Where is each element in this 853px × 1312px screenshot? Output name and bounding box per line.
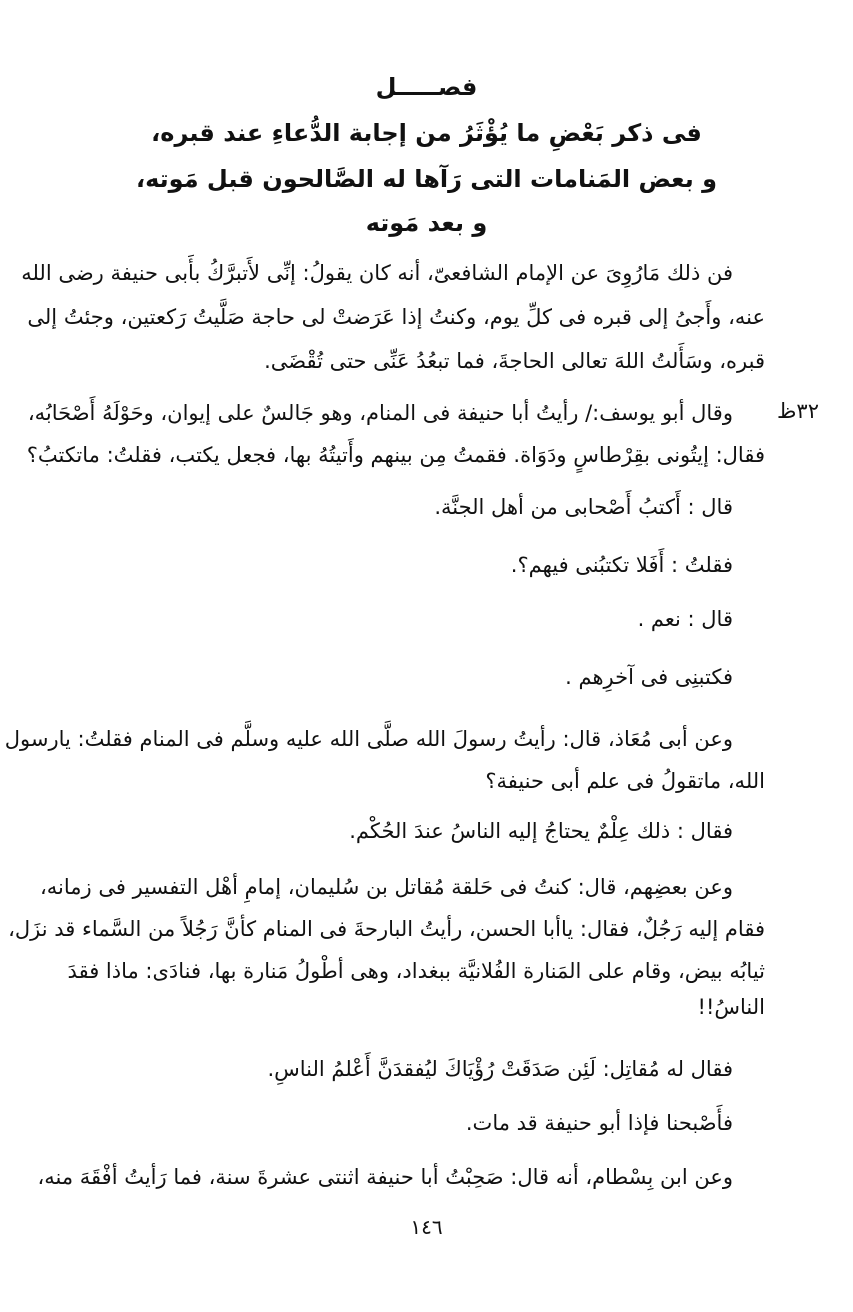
body-line: فأَصْبحنا فإذا أبو حنيفة قد مات. bbox=[465, 1111, 733, 1135]
body-line: وعن ابن بِسْطام، أنه قال: صَحِبْتُ أبا حنيفة اثنتى عشرةَ سنة، فما رَأيتُ أفْقَهَ منه، bbox=[37, 1165, 733, 1189]
body-line: الله، ماتقولُ فى علم أبى حنيفة؟ bbox=[485, 769, 765, 793]
body-line: فكتبنِى فى آخرِهم . bbox=[565, 665, 733, 689]
body-line: عنه، وأَجىُ إلى قبره فى كلِّ يوم، وكنتُ إذا عَرَضتْ لى حاجة صَلَّيتُ رَكعتين، وجئتُ إلى bbox=[27, 305, 765, 329]
body-line: وعن بعضِهم، قال: كنتُ فى حَلقة مُقاتل بن سُليمان، إمامِ أهْل التفسير فى زمانه، bbox=[40, 875, 733, 899]
body-line: وقال أبو يوسف:/ رأيتُ أبا حنيفة فى المنام، وهو جَالسٌ على إيوان، وحَوْلَهُ أَصْحَابُه، bbox=[27, 401, 733, 425]
chapter-subheading-line-2: و بعض المَنامات التى رَآها له الصَّالحون قبل مَوته، bbox=[135, 165, 718, 193]
chapter-subheading-line-3: و بعد مَوته bbox=[365, 209, 488, 237]
body-line: فقال: إيتُونى بقِرْطاسٍ ودَوَاة. فقمتُ مِن بينهم وأَتيتُهُ بها، فجعل يكتب، فقلتُ: ماتكتبُ؟ bbox=[26, 443, 765, 467]
body-line: فقال له مُقاتِل: لَئِن صَدَقَتْ رُؤْيَاكَ ليُفقدَنَّ أَعْلمُ الناسِ. bbox=[267, 1057, 733, 1081]
margin-folio-note: ٣٢ظ bbox=[777, 399, 819, 423]
body-line: وعن أبى مُعَاذ، قال: رأيتُ رسولَ الله صلَّى الله عليه وسلَّم فى المنام فقلتُ: يارسول bbox=[4, 727, 733, 751]
body-line: قبره، وسَأَلتُ اللهَ تعالى الحاجةَ، فما تبعُدُ عَنِّى حتى تُقْضَى. bbox=[264, 349, 765, 373]
body-line: فن ذلك مَارُوِىَ عن الإمام الشافعىّ، أنه كان يقولُ: إنِّى لأَتبرَّكُ بأَبى حنيفة رضى الله bbox=[21, 261, 733, 285]
body-line: فقلتُ : أَفَلا تكتبُنى فيهم؟. bbox=[510, 553, 733, 577]
body-line: فقال : ذلك عِلْمٌ يحتاجُ إليه الناسُ عندَ الحُكْم. bbox=[349, 819, 733, 843]
body-line: ثيابُه بيض، وقام على المَنارة الفُلانيَّة ببغداد، وهى أطْولُ مَنارة بها، فنادَى: ماذا فقدَ bbox=[67, 959, 765, 983]
body-line: قال : أَكتبُ أَصْحابى من أهل الجنَّة. bbox=[434, 495, 733, 519]
body-line: الناسُ!! bbox=[697, 995, 765, 1019]
chapter-subheading-line-1: فى ذكر بَعْضِ ما يُؤْثَرُ من إجابة الدُّعاءِ عند قبره، bbox=[151, 119, 702, 147]
chapter-heading: فصـــــل bbox=[375, 73, 478, 101]
body-line: فقام إليه رَجُلٌ، فقال: ياأبا الحسن، رأيتُ البارحةَ فى المنام كأنَّ رَجُلاً من السَّماء قد نزَل، bbox=[8, 917, 765, 941]
page-number: ١٤٦ bbox=[410, 1215, 443, 1239]
body-line: قال : نعم . bbox=[637, 607, 733, 631]
